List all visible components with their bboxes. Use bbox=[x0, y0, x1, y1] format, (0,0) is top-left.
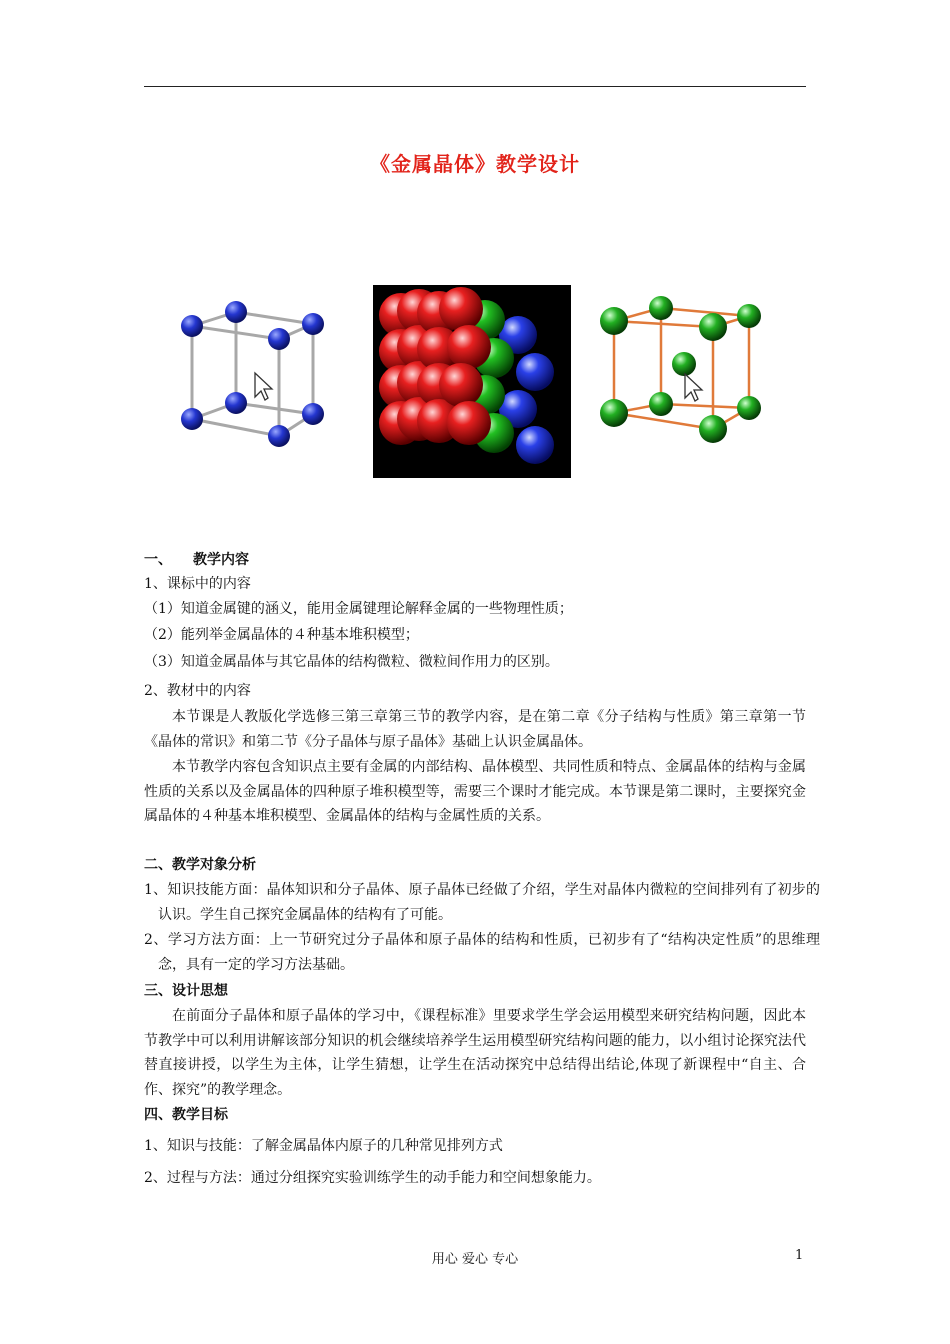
document-title: 《金属晶体》教学设计 bbox=[370, 152, 580, 176]
list-item: 1、知识技能方面：晶体知识和分子晶体、原子晶体已经做了介绍，学生对晶体内微粒的空间排列有了初步的认识。学生自己探究金属晶体的结构有了可能。 bbox=[144, 882, 820, 923]
packed-atoms-figure bbox=[373, 285, 571, 478]
cursor-icon bbox=[255, 373, 272, 400]
header-rule bbox=[144, 86, 806, 87]
paragraph: 在前面分子晶体和原子晶体的学习中，《课程标准》里要求学生学会运用模型来研究结构问题，因此本节教学中可以利用讲解该部分知识的机会继续培养学生运用模型研究结构问题的能力，以小组讨论探究法代替直接讲授，以学生为主体，让学生猜想，让学生在活动探究中总结得出结论,体现了新课程中“自主、合作、探究”的教学理念。 bbox=[144, 1008, 806, 1098]
list-item: 2、学习方法方面：上一节研究过分子晶体和原子晶体的结构和性质，已初步有了“结构决定性质”的思维理念，具有一定的学习方法基础。 bbox=[144, 932, 820, 973]
page-footer: 用心 爱心 专心 bbox=[431, 1252, 519, 1267]
section-heading-1: 一、 教学内容 bbox=[144, 552, 249, 568]
list-item: 2、过程与方法：通过分组探究实验训练学生的动手能力和空间想象能力。 bbox=[144, 1170, 601, 1186]
cursor-icon bbox=[685, 374, 702, 401]
page-number: 1 bbox=[795, 1248, 804, 1263]
subheading-curriculum: 1、课标中的内容 bbox=[144, 576, 251, 592]
section-heading-4: 四、教学目标 bbox=[144, 1107, 228, 1123]
green-crystal-cell-figure bbox=[596, 294, 770, 452]
list-item: （1）知道金属键的涵义，能用金属键理论解释金属的一些物理性质； bbox=[144, 601, 573, 617]
list-item: （2）能列举金属晶体的４种基本堆积模型； bbox=[144, 627, 419, 643]
paragraph: 本节课是人教版化学选修三第三章第三节的教学内容，是在第二章《分子结构与性质》第三章第一节《晶体的常识》和第二节《分子晶体与原子晶体》基础上认识金属晶体。 bbox=[144, 709, 806, 750]
section-heading-3: 三、设计思想 bbox=[144, 983, 228, 999]
list-item: 1、知识与技能：了解金属晶体内原子的几种常见排列方式 bbox=[144, 1138, 503, 1154]
list-item: （3）知道金属晶体与其它晶体的结构微粒、微粒间作用力的区别。 bbox=[144, 654, 559, 670]
section-heading-2: 二、教学对象分析 bbox=[144, 857, 256, 873]
paragraph: 本节教学内容包含知识点主要有金属的内部结构、晶体模型、共同性质和特点、金属晶体的结构与金属性质的关系以及金属晶体的四种原子堆积模型等，需要三个课时才能完成。本节课是第二课时，主要探究金属晶体的４种基本堆积模型、金属晶体的结构与金属性质的关系。 bbox=[144, 759, 806, 824]
subheading-textbook: 2、教材中的内容 bbox=[144, 683, 251, 699]
blue-crystal-cell-figure bbox=[176, 296, 336, 458]
